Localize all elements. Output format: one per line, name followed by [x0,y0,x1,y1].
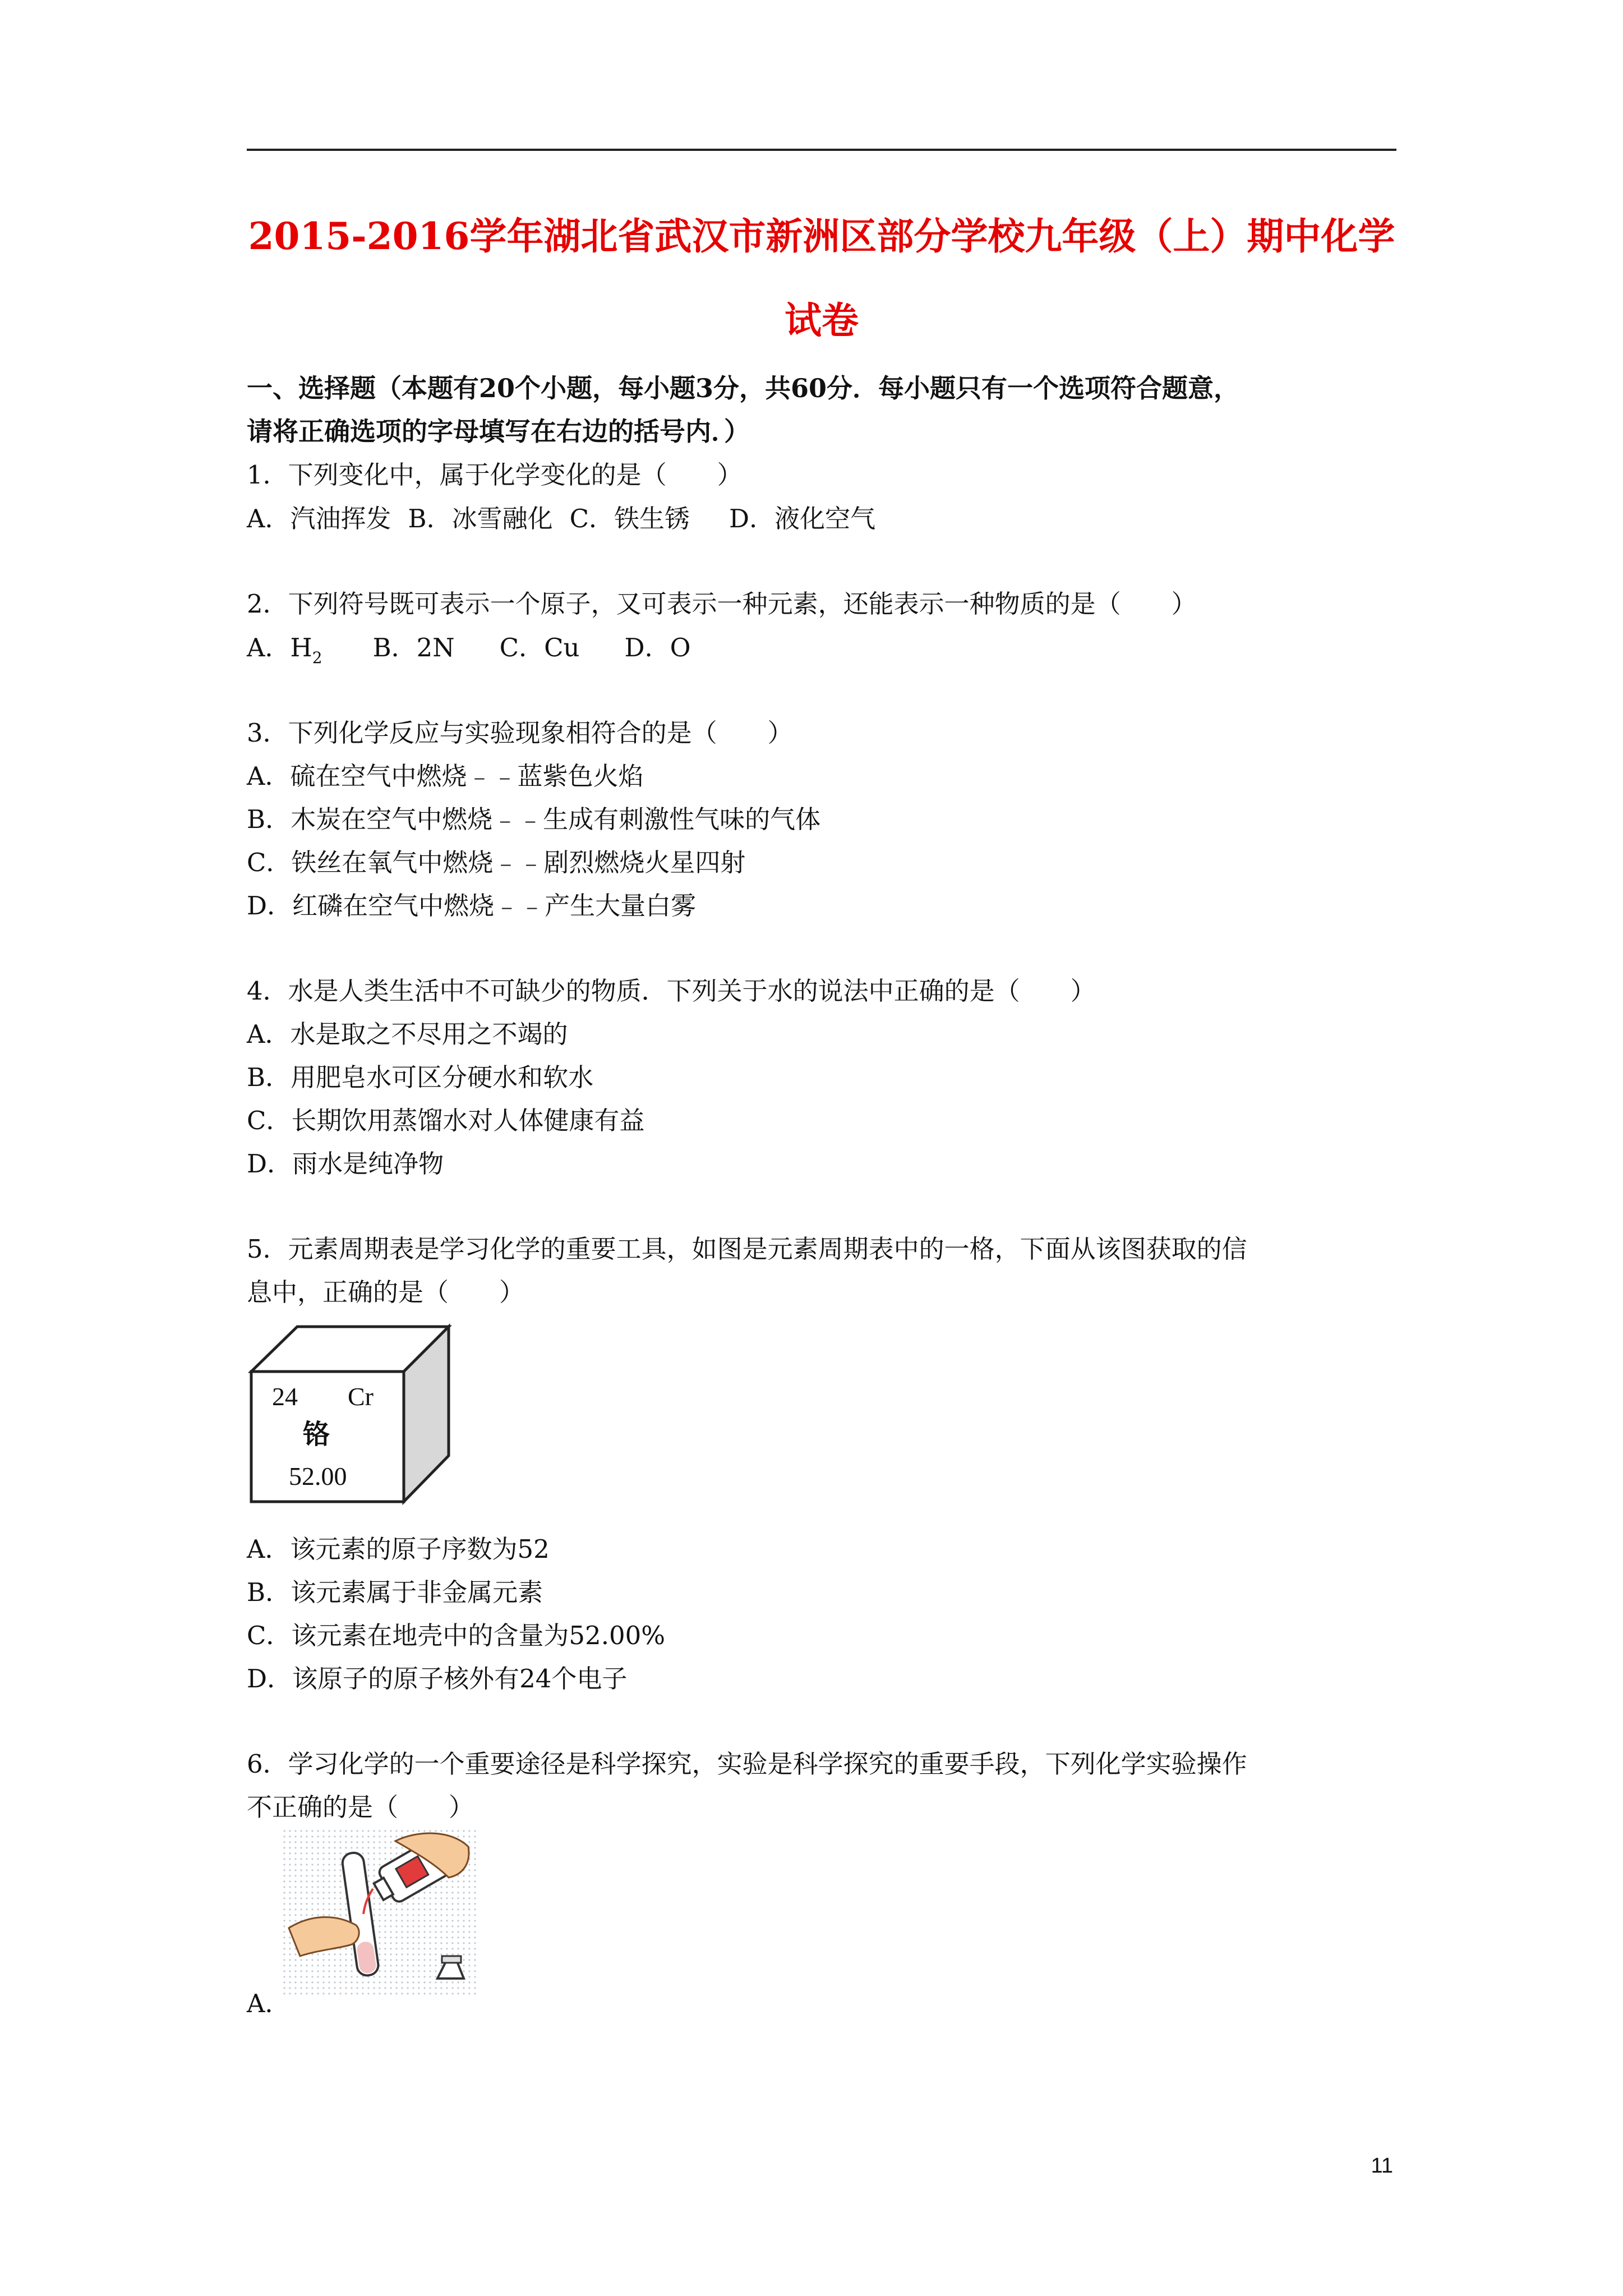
element-name: 铬 [303,1419,330,1450]
q3-option-b: B．木炭在空气中燃烧﹣﹣生成有刺激性气味的气体 [247,804,821,834]
q4-option-c: C．长期饮用蒸馏水对人体健康有益 [247,1106,645,1135]
q4-option-a: A．水是取之不尽用之不竭的 [247,1019,568,1049]
q1-option-d: D．液化空气 [729,504,876,533]
q2-option-b: B．2N [372,633,455,662]
element-atomic-mass: 52.00 [289,1462,347,1490]
element-symbol: Cr [348,1382,374,1411]
q3-option-c: C．铁丝在氧气中燃烧﹣﹣剧烈燃烧火星四射 [247,848,746,877]
question-1-stem: 1．下列变化中，属于化学变化的是（ ） [247,460,743,490]
section-heading-line1: 一、选择题（本题有20个小题，每小题3分，共60分．每小题只有一个选项符合题意， [247,373,1240,403]
section-heading-line2: 请将正确选项的字母填写在右边的括号内．） [247,416,750,447]
q3-option-d: D．红磷在空气中燃烧﹣﹣产生大量白雾 [247,891,697,921]
q5-option-b: B．该元素属于非金属元素 [247,1577,543,1607]
element-card-figure [247,1321,454,1506]
q4-option-d: D．雨水是纯净物 [247,1149,444,1179]
question-5-stem-line2: 息中，正确的是（ ） [247,1277,525,1307]
question-5-stem-line1: 5．元素周期表是学习化学的重要工具，如图是元素周期表中的一格，下面从该图获取的信 [247,1234,1247,1264]
question-2-stem: 2．下列符号既可表示一个原子，又可表示一种元素，还能表示一种物质的是（ ） [247,589,1197,619]
q1-option-b: B．冰雪融化 [408,504,553,533]
q6-option-a-label: A． [247,1989,291,2018]
question-1-options [247,504,875,534]
exam-title-line1: 2015-2016学年湖北省武汉市新洲区部分学校九年级（上）期中化学 [248,214,1395,258]
pouring-liquid-illustration [283,1830,477,1995]
q1-option-a: A．汽油挥发 [247,504,391,533]
exam-title-line2: 试卷 [785,298,859,342]
q2-option-c: C．Cu [499,633,580,662]
q2-option-d: D．O [624,633,691,662]
question-6-stem-line2: 不正确的是（ ） [247,1792,474,1822]
q2-option-a: A．$H_2$ [247,633,322,667]
q5-option-a: A．该元素的原子序数为52 [247,1534,550,1564]
q5-option-c: C．该元素在地壳中的含量为52.00% [247,1621,666,1650]
element-atomic-number: 24 [272,1382,298,1411]
q5-option-d: D．该原子的原子核外有24个电子 [247,1664,628,1694]
header-rule [247,149,1396,151]
page-number: 11 [1371,2154,1393,2178]
question-2-options [247,633,691,667]
q4-option-b: B．用肥皂水可区分硬水和软水 [247,1062,594,1092]
question-4-stem: 4．水是人类生活中不可缺少的物质．下列关于水的说法中正确的是（ ） [247,976,1096,1006]
q3-option-a: A．硫在空气中燃烧﹣﹣蓝紫色火焰 [247,761,644,791]
q1-option-c: C．铁生锈 [569,504,690,533]
question-6-stem-line1: 6．学习化学的一个重要途径是科学探究，实验是科学探究的重要手段，下列化学实验操作 [247,1749,1247,1779]
question-3-stem: 3．下列化学反应与实验现象相符合的是（ ） [247,718,793,748]
